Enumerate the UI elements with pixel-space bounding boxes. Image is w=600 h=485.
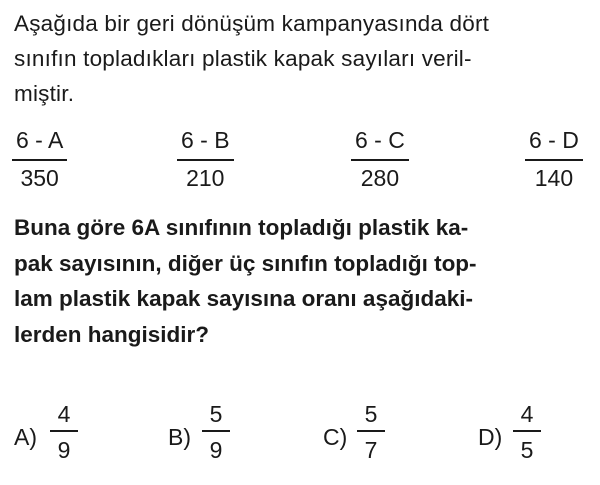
class-6b (177, 125, 234, 195)
class-counts (0, 125, 600, 195)
class-name: 6 - B (177, 125, 234, 161)
option-d[interactable] (478, 398, 558, 478)
class-name: 6 - A (12, 125, 67, 161)
cap-count: 210 (186, 165, 225, 191)
cap-count: 280 (360, 165, 400, 191)
option-fraction (513, 398, 541, 468)
question-line-2: pak sayısının, diğer üç sınıfın topladığı top- (14, 250, 477, 276)
intro-line-3: miştir. (14, 81, 75, 106)
option-letter: B) (168, 424, 191, 450)
class-6a (12, 125, 67, 195)
question-line-4: lerden hangisidir? (14, 321, 210, 347)
intro-text (14, 6, 584, 111)
fraction-numerator: 4 (50, 398, 78, 432)
fraction-denominator: 9 (57, 437, 71, 463)
option-a[interactable] (14, 398, 94, 478)
class-6c (351, 125, 409, 195)
answer-options (0, 398, 600, 478)
question-text (14, 210, 589, 352)
class-name: 6 - C (351, 125, 409, 161)
fraction-denominator: 5 (520, 437, 534, 463)
question-line-3: lam plastik kapak sayısına oranı aşağıdaki- (14, 286, 473, 311)
class-6d (525, 125, 583, 195)
class-name: 6 - D (525, 125, 583, 161)
fraction-numerator: 4 (513, 398, 541, 432)
cap-count: 350 (20, 165, 59, 191)
option-fraction (50, 398, 78, 468)
fraction-denominator: 9 (209, 437, 223, 463)
cap-count: 140 (534, 165, 574, 191)
intro-line-1: Aşağıda bir geri dönüşüm kampanyasında dört (14, 11, 490, 36)
intro-line-2: sınıfın topladıkları plastik kapak sayıları veril- (14, 46, 472, 71)
question-line-1: Buna göre 6A sınıfının topladığı plastik ka- (14, 215, 469, 240)
fraction-denominator: 7 (364, 437, 378, 463)
option-fraction (202, 398, 230, 468)
fraction-numerator: 5 (202, 398, 230, 432)
option-c[interactable] (323, 398, 403, 478)
option-letter: D) (478, 424, 503, 450)
option-letter: C) (323, 424, 348, 450)
option-b[interactable] (168, 398, 248, 478)
option-letter: A) (14, 424, 37, 450)
option-fraction (357, 398, 385, 468)
fraction-numerator: 5 (357, 398, 385, 432)
